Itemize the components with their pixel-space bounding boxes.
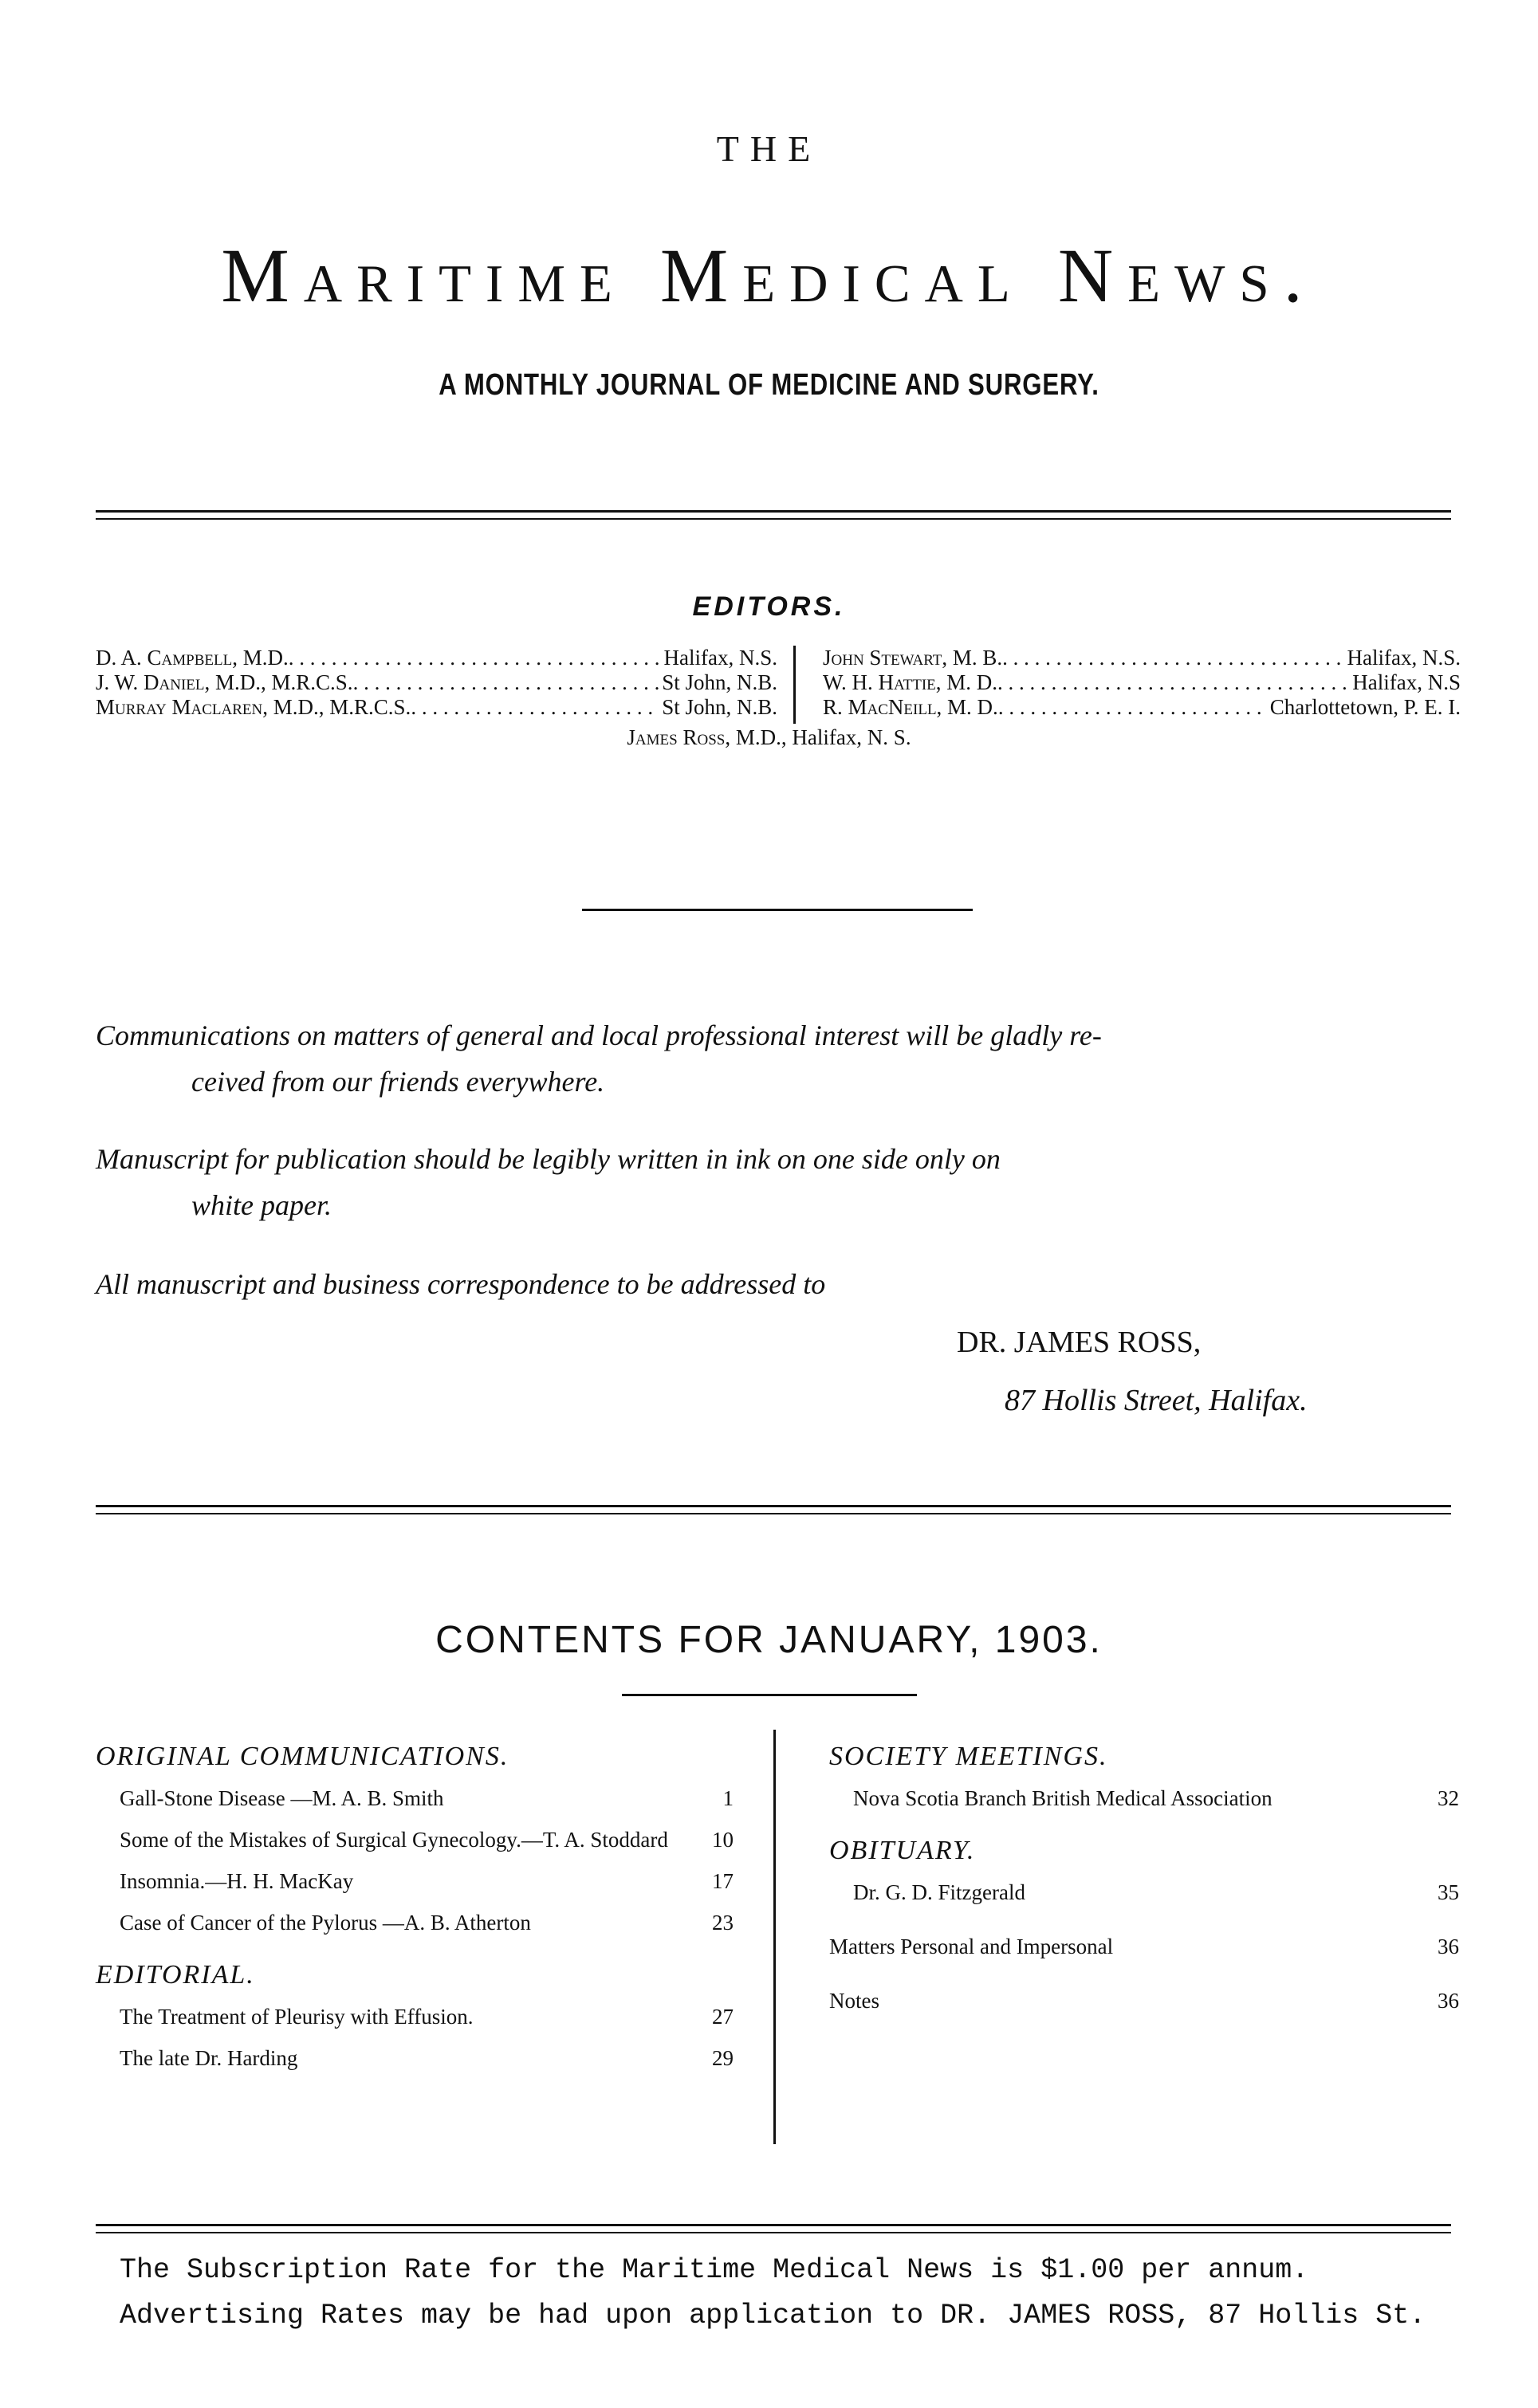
toc-entry (120, 1826, 734, 1853)
editor-place: Halifax, N.S. (1347, 646, 1461, 670)
toc-entry-title: Case of Cancer of the Pylorus —A. B. Atherton (120, 1911, 531, 1935)
editor-place: Halifax, N.S (1352, 670, 1461, 694)
toc-entry (120, 1785, 734, 1812)
toc-entry-page: 36 (1438, 1935, 1459, 1958)
contents-rule-bottom (96, 1513, 1451, 1514)
header-rule-bottom (96, 518, 1451, 520)
addressee: DR. JAMES ROSS, (957, 1326, 1202, 1359)
toc-entry (120, 1909, 734, 1936)
toc-entry (829, 1933, 1459, 1960)
editor-entry (823, 670, 1461, 695)
toc-entry (120, 1868, 734, 1895)
toc-entry-page: 35 (1438, 1880, 1459, 1904)
footer-rule-top (96, 2224, 1451, 2226)
editor-entry (823, 646, 1461, 670)
advertising-rates: Advertising Rates may be had upon application to DR. JAMES ROSS, 87 Hollis St. (120, 2300, 1426, 2331)
journal-subtitle: A MONTHLY JOURNAL OF MEDICINE AND SURGERY. (439, 368, 1099, 402)
section-title: ORIGINAL COMMUNICATIONS. (96, 1742, 509, 1771)
managing-editor-details: , M.D., Halifax, N. S. (725, 725, 911, 749)
manuscript-notice (96, 1136, 1451, 1228)
editor-entry (96, 695, 777, 720)
masthead-the: THE (716, 128, 822, 169)
toc-entry-page: 17 (712, 1869, 734, 1893)
leader-dots (1002, 646, 1343, 670)
editor-entry (96, 646, 777, 670)
header-rule-top (96, 510, 1451, 513)
leader-dots (411, 695, 659, 720)
leader-dots (353, 670, 659, 695)
editors-divider (793, 646, 796, 724)
editor-name: Murray Maclaren, M.D., M.R.C.S. (96, 695, 411, 719)
communications-notice (96, 1012, 1451, 1105)
editor-entry (823, 695, 1461, 720)
editor-name: R. MacNeill, M. D. (823, 695, 998, 719)
section-title: OBITUARY. (829, 1836, 976, 1865)
leader-dots (289, 646, 661, 670)
editor-name: John Stewart, M. B. (823, 646, 1003, 670)
leader-dots (997, 670, 1349, 695)
toc-entry-page: 29 (712, 2046, 734, 2070)
contents-right-column (829, 1742, 1459, 2029)
contents-divider (622, 1694, 917, 1696)
editor-name: W. H. Hattie, M. D. (823, 670, 998, 694)
toc-entry-page: 36 (1438, 1989, 1459, 2013)
contents-rule-top (96, 1505, 1451, 1507)
toc-entry-title: Insomnia.—H. H. MacKay (120, 1869, 354, 1893)
leader-dots (998, 695, 1267, 720)
editor-name: J. W. Daniel, M.D., M.R.C.S. (96, 670, 353, 694)
notice-line: Manuscript for publication should be legibly written in ink on one side only on (96, 1143, 1001, 1175)
toc-entry (853, 1879, 1459, 1906)
toc-entry-title: Notes (829, 1989, 879, 2013)
toc-entry-title: Nova Scotia Branch British Medical Association (853, 1786, 1272, 1810)
notice-line: white paper. (191, 1189, 332, 1221)
toc-entry (853, 1785, 1459, 1812)
toc-entry (829, 1987, 1459, 2014)
section-title: EDITORIAL. (96, 1960, 255, 1990)
toc-entry (120, 2045, 734, 2072)
editor-place: St John, N.B. (662, 670, 777, 694)
toc-entry-title: Some of the Mistakes of Surgical Gynecology.—T. A. Stoddard (120, 1828, 668, 1852)
journal-title: Maritime Medical News. (221, 233, 1317, 318)
toc-entry-title: Matters Personal and Impersonal (829, 1935, 1114, 1958)
toc-entry (120, 2003, 734, 2030)
section-title: SOCIETY MEETINGS. (829, 1742, 1108, 1771)
editor-name: D. A. Campbell, M.D. (96, 646, 289, 670)
contents-column-divider (773, 1730, 776, 2144)
toc-entry-page: 10 (712, 1828, 734, 1852)
managing-editor-name: James Ross (627, 725, 726, 749)
managing-editor (0, 725, 1538, 750)
toc-entry-title: Dr. G. D. Fitzgerald (853, 1880, 1025, 1904)
toc-entry-title: The Treatment of Pleurisy with Effusion. (120, 2005, 474, 2029)
editor-entry (96, 670, 777, 695)
toc-entry-title: Gall-Stone Disease —M. A. B. Smith (120, 1786, 444, 1810)
editors-heading: EDITORS. (692, 591, 846, 622)
toc-entry-page: 1 (722, 1786, 734, 1810)
subscription-rate: The Subscription Rate for the Maritime Medical News is $1.00 per annum. (120, 2254, 1309, 2286)
editors-left-column (96, 646, 777, 720)
toc-entry-page: 32 (1438, 1786, 1459, 1810)
toc-entry-page: 27 (712, 2005, 734, 2029)
editor-place: Halifax, N.S. (663, 646, 777, 670)
contents-left-column (96, 1742, 734, 2086)
toc-entry-page: 23 (712, 1911, 734, 1935)
editors-right-column (823, 646, 1461, 720)
toc-entry-title: The late Dr. Harding (120, 2046, 298, 2070)
address: 87 Hollis Street, Halifax. (1005, 1384, 1308, 1417)
correspondence-notice: All manuscript and business correspondence to be addressed to (96, 1268, 826, 1300)
notice-line: Communications on matters of general and local professional interest will be gladly re- (96, 1019, 1102, 1051)
section-divider (582, 909, 973, 911)
contents-heading: CONTENTS FOR JANUARY, 1903. (435, 1619, 1103, 1661)
editor-place: Charlottetown, P. E. I. (1269, 695, 1461, 719)
notice-line: ceived from our friends everywhere. (191, 1066, 605, 1098)
footer-rule-bottom (96, 2232, 1451, 2233)
editor-place: St John, N.B. (662, 695, 777, 719)
